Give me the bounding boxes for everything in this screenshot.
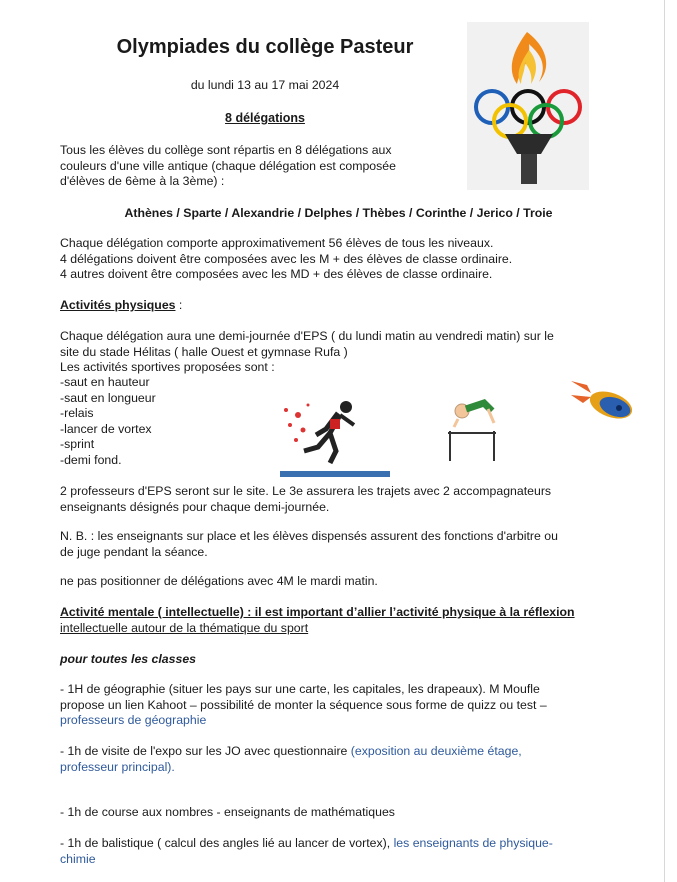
physics-teachers-cont: chimie: [60, 851, 96, 866]
geography-teachers: professeurs de géographie: [60, 713, 207, 727]
list-item: -saut en longueur: [60, 390, 156, 405]
text-line: d'élèves de 6ème à la 3ème) :: [60, 174, 225, 188]
list-item: -demi fond.: [60, 452, 122, 467]
expo-item: [60, 744, 620, 775]
intro-paragraph: [60, 143, 620, 190]
text-line: couleurs d'une ville antique (chaque délégation est composée: [60, 158, 396, 173]
mental-heading: [60, 605, 620, 636]
mental-heading-line: Activité mentale ( intellectuelle) : il est important d’allier l’activité physique à la réflexion: [60, 605, 575, 619]
text-line: Tous les élèves du collège sont répartis en 8 délégations aux: [60, 143, 392, 157]
text-line: 2 professeurs d'EPS seront sur le site. Le 3e assurera les trajets avec 2 accompagnateurs: [60, 484, 552, 498]
ballistics-item: [60, 836, 620, 867]
physics-teachers: les enseignants de physique-: [393, 836, 553, 850]
high-jumper-icon: [444, 393, 500, 463]
cities-list: Athènes / Sparte / Alexandrie / Delphes / Thèbes / Corinthe / Jerico / Troie: [124, 206, 553, 220]
vortex-image: [569, 375, 637, 423]
expo-responsible: professeur principal).: [60, 759, 175, 774]
all-classes-label: pour toutes les classes: [60, 652, 197, 666]
teachers-paragraph: [60, 484, 620, 515]
event-dates: du lundi 13 au 17 mai 2024: [190, 78, 340, 92]
list-item: -saut en hauteur: [60, 375, 150, 389]
text-line: de juge pendant la séance.: [60, 544, 208, 559]
nb-paragraph: [60, 529, 620, 560]
composition-paragraph: [60, 236, 620, 283]
sprinter-image: [278, 385, 392, 477]
high-jump-image: [444, 393, 500, 463]
heading-suffix: :: [175, 298, 183, 312]
text-line: N. B. : les enseignants sur place et les élèves dispensés assurent des fonctions d'arbitre ou: [60, 529, 558, 543]
text-line: enseignants désignés pour chaque demi-journée.: [60, 499, 330, 514]
text-segment: - 1h de balistique ( calcul des angles lié au lancer de vortex),: [60, 836, 394, 850]
expo-location: (exposition au deuxième étage,: [350, 744, 522, 758]
physical-heading: [60, 298, 620, 313]
note-4m: ne pas positionner de délégations avec 4M le mardi matin.: [60, 574, 378, 588]
text-line: - 1H de géographie (situer les pays sur une carte, les capitales, les drapeaux). M Moufle: [60, 682, 540, 696]
physical-heading-text: Activités physiques: [60, 298, 176, 312]
text-line: Chaque délégation aura une demi-journée d'EPS ( du lundi matin au vendredi matin) sur le: [60, 329, 554, 343]
text-line: site du stade Hélitas ( halle Ouest et gymnase Rufa ): [60, 344, 348, 359]
list-item: -lancer de vortex: [60, 421, 152, 436]
list-item: -sprint: [60, 437, 95, 451]
mental-heading-line: intellectuelle autour de la thématique du sport: [60, 620, 309, 635]
physical-paragraph: [60, 329, 620, 376]
vortex-icon: [569, 375, 637, 423]
text-line: 4 autres doivent être composées avec les MD + des élèves de classe ordinaire.: [60, 267, 493, 281]
math-item: - 1h de course aux nombres - enseignants de mathématiques: [60, 805, 395, 819]
text-segment: - 1h de visite de l'expo sur les JO avec questionnaire: [60, 744, 351, 758]
text-line: propose un lien Kahoot – possibilité de monter la séquence sous forme de quizz ou test –: [60, 697, 547, 712]
list-item: -relais: [60, 406, 94, 420]
delegations-heading: 8 délégations: [225, 111, 305, 125]
sports-list: [60, 375, 260, 468]
geography-item: [60, 682, 620, 729]
text-line: Chaque délégation comporte approximativement 56 élèves de tous les niveaux.: [60, 236, 494, 250]
page-edge: [664, 0, 665, 882]
page-title: Olympiades du collège Pasteur: [116, 36, 414, 58]
sprinter-icon: [278, 385, 392, 477]
text-line: 4 délégations doivent être composées avec les M + des élèves de classe ordinaire.: [60, 251, 513, 266]
text-line: Les activités sportives proposées sont :: [60, 360, 275, 374]
